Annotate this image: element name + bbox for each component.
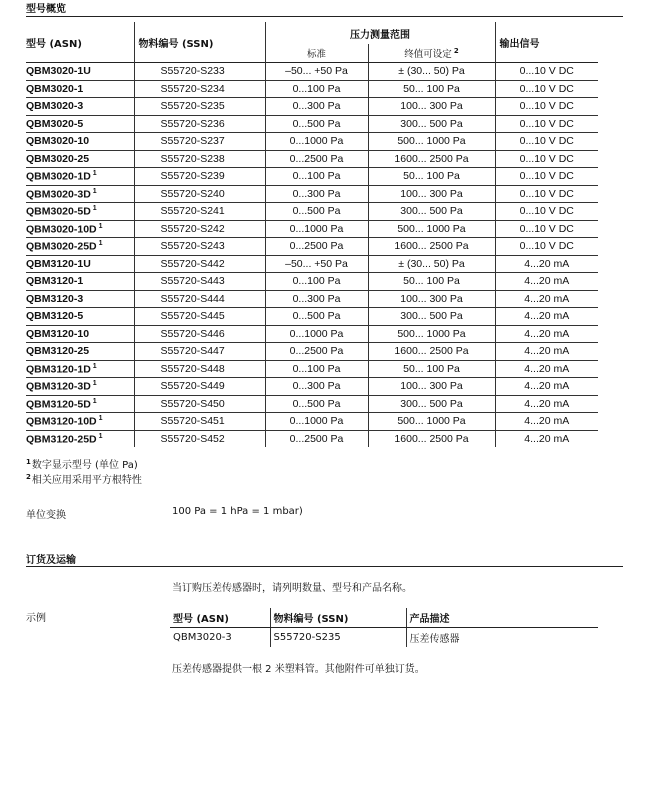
model-asn: QBM3120-5 [26, 308, 134, 326]
model-ssn: S55720-S238 [134, 150, 265, 168]
output-signal: 4...20 mA [495, 378, 598, 396]
model-asn: QBM3020-3 [26, 98, 134, 116]
output-signal: 4...20 mA [495, 395, 598, 413]
output-signal: 4...20 mA [495, 308, 598, 326]
output-signal: 4...20 mA [495, 273, 598, 291]
range-standard: 0...300 Pa [265, 98, 368, 116]
model-asn: QBM3020-1U [26, 63, 134, 81]
range-standard: 0...100 Pa [265, 80, 368, 98]
range-final: 100... 300 Pa [368, 98, 495, 116]
header-final: 终值可设定 $^2$ [368, 44, 495, 63]
footnote-ref: 1 [92, 380, 97, 387]
model-ssn: S55720-S240 [134, 185, 265, 203]
header-standard: 标准 [265, 44, 368, 63]
ordering-note: 压差传感器提供一根 2 米塑料管。其他附件可单独订货。 [172, 664, 425, 675]
header-range: 压力测量范围 [265, 22, 495, 44]
model-ssn: S55720-S444 [134, 290, 265, 308]
ordering-divider [26, 566, 623, 567]
example-header-desc: 产品描述 [406, 608, 598, 628]
table-row [26, 168, 598, 186]
model-asn: QBM3120-25 [26, 343, 134, 361]
model-asn: QBM3020-10D $^1$ [26, 220, 134, 238]
table-row [26, 413, 598, 431]
range-final: 500... 1000 Pa [368, 133, 495, 151]
range-final: 300... 500 Pa [368, 308, 495, 326]
model-asn: QBM3120-25D $^1$ [26, 430, 134, 447]
ordering-title: 订货及运输 [26, 555, 76, 566]
footnote-ref: 1 [92, 187, 97, 195]
footnote-ref: 1 [92, 205, 97, 212]
model-ssn: S55720-S243 [134, 238, 265, 256]
model-ssn: S55720-S235 [134, 98, 265, 116]
model-ssn: S55720-S446 [134, 325, 265, 343]
range-final: 500... 1000 Pa [368, 325, 495, 343]
table-row [26, 220, 598, 238]
output-signal: 0...10 V DC [495, 220, 598, 238]
model-asn: QBM3020-1D $^1$ [26, 168, 134, 186]
range-standard: 0...1000 Pa [265, 413, 368, 431]
table-row [26, 115, 598, 133]
range-standard: 0...2500 Pa [265, 238, 368, 256]
range-final: 100... 300 Pa [368, 185, 495, 203]
table-row [26, 255, 598, 273]
range-final: 50... 100 Pa [368, 80, 495, 98]
range-final: 300... 500 Pa [368, 115, 495, 133]
output-signal: 0...10 V DC [495, 203, 598, 221]
range-final: 500... 1000 Pa [368, 413, 495, 431]
output-signal: 0...10 V DC [495, 115, 598, 133]
header-asn: 型号 (ASN) [26, 38, 82, 50]
range-final: 300... 500 Pa [368, 395, 495, 413]
model-ssn: S55720-S242 [134, 220, 265, 238]
table-row [26, 308, 598, 326]
unit-conversion-value: 100 Pa = 1 hPa = 1 mbar) [172, 506, 303, 517]
model-asn: QBM3120-3D $^1$ [26, 378, 134, 396]
footnote-1: $^1$数字显示型号 (单位 Pa) [26, 457, 138, 471]
range-final: ± (30... 50) Pa [368, 63, 495, 81]
model-ssn: S55720-S237 [134, 133, 265, 151]
table-row [26, 290, 598, 308]
model-asn: QBM3120-10D $^1$ [26, 413, 134, 431]
table-row [26, 395, 598, 413]
model-ssn: S55720-S241 [134, 203, 265, 221]
header-ssn: 物料编号 (SSN) [134, 22, 265, 63]
footnote-ref: 1 [98, 415, 103, 422]
range-standard: 0...300 Pa [265, 185, 368, 203]
table-row [26, 150, 598, 168]
table-row [26, 63, 598, 81]
model-asn: QBM3120-10 [26, 325, 134, 343]
output-signal: 0...10 V DC [495, 150, 598, 168]
footnote-ref: 1 [98, 240, 103, 247]
output-signal: 0...10 V DC [495, 133, 598, 151]
range-final: 300... 500 Pa [368, 203, 495, 221]
model-asn: QBM3020-10 [26, 133, 134, 151]
range-standard: 0...500 Pa [265, 308, 368, 326]
model-asn: QBM3020-5 [26, 115, 134, 133]
output-signal: 4...20 mA [495, 290, 598, 308]
model-asn: QBM3120-3 [26, 290, 134, 308]
model-asn: QBM3120-1 [26, 273, 134, 291]
footnote-ref: 1 [92, 362, 97, 370]
table-row [26, 378, 598, 396]
model-ssn: S55720-S443 [134, 273, 265, 291]
example-table [170, 608, 598, 647]
range-standard: 0...500 Pa [265, 115, 368, 133]
model-ssn: S55720-S445 [134, 308, 265, 326]
table-row [26, 343, 598, 361]
output-signal: 4...20 mA [495, 255, 598, 273]
section-divider [26, 16, 623, 17]
range-standard: 0...2500 Pa [265, 430, 368, 447]
model-asn: QBM3020-3D $^1$ [26, 185, 134, 203]
output-signal: 0...10 V DC [495, 63, 598, 81]
output-signal: 4...20 mA [495, 325, 598, 343]
range-final: 500... 1000 Pa [368, 220, 495, 238]
range-final: 1600... 2500 Pa [368, 238, 495, 256]
range-standard: 0...300 Pa [265, 378, 368, 396]
model-ssn: S55720-S447 [134, 343, 265, 361]
model-ssn: S55720-S451 [134, 413, 265, 431]
range-final: 100... 300 Pa [368, 290, 495, 308]
range-final: 1600... 2500 Pa [368, 430, 495, 447]
footnote-ref: 1 [98, 222, 103, 230]
model-overview-table [26, 22, 598, 447]
range-standard: –50... +50 Pa [265, 63, 368, 81]
model-asn: QBM3020-25 [26, 150, 134, 168]
output-signal: 0...10 V DC [495, 185, 598, 203]
model-rows [26, 63, 598, 448]
table-row [26, 98, 598, 116]
model-asn: QBM3020-1 [26, 80, 134, 98]
table-row [26, 80, 598, 98]
model-ssn: S55720-S450 [134, 395, 265, 413]
example-header-ssn: 物料编号 (SSN) [270, 608, 406, 628]
footnote-ref: 1 [92, 170, 97, 177]
table-row [26, 273, 598, 291]
model-ssn: S55720-S236 [134, 115, 265, 133]
range-standard: 0...1000 Pa [265, 325, 368, 343]
model-asn: QBM3120-1D $^1$ [26, 360, 134, 378]
range-standard: 0...100 Pa [265, 168, 368, 186]
model-ssn: S55720-S452 [134, 430, 265, 447]
range-standard: 0...2500 Pa [265, 150, 368, 168]
range-standard: 0...2500 Pa [265, 343, 368, 361]
output-signal: 4...20 mA [495, 413, 598, 431]
model-asn: QBM3020-5D $^1$ [26, 203, 134, 221]
range-final: 100... 300 Pa [368, 378, 495, 396]
example-asn: QBM3020-3 [173, 632, 232, 643]
range-standard: 0...100 Pa [265, 273, 368, 291]
range-final: 1600... 2500 Pa [368, 150, 495, 168]
range-final: ± (30... 50) Pa [368, 255, 495, 273]
output-signal: 4...20 mA [495, 343, 598, 361]
model-ssn: S55720-S239 [134, 168, 265, 186]
model-asn: QBM3120-5D $^1$ [26, 395, 134, 413]
range-final: 50... 100 Pa [368, 360, 495, 378]
output-signal: 4...20 mA [495, 360, 598, 378]
unit-conversion-label: 单位变换 [26, 510, 66, 521]
output-signal: 4...20 mA [495, 430, 598, 447]
example-header-asn: 型号 (ASN) [170, 608, 270, 628]
footnote-ref: 1 [92, 397, 97, 405]
range-final: 50... 100 Pa [368, 273, 495, 291]
range-standard: –50... +50 Pa [265, 255, 368, 273]
model-ssn: S55720-S233 [134, 63, 265, 81]
model-ssn: S55720-S442 [134, 255, 265, 273]
range-standard: 0...1000 Pa [265, 133, 368, 151]
example-ssn: S55720-S235 [270, 628, 406, 648]
output-signal: 0...10 V DC [495, 80, 598, 98]
section-title: 型号概览 [26, 4, 66, 15]
range-final: 1600... 2500 Pa [368, 343, 495, 361]
model-ssn: S55720-S234 [134, 80, 265, 98]
range-final: 50... 100 Pa [368, 168, 495, 186]
footnote-ref: 1 [98, 432, 103, 440]
example-label: 示例 [26, 613, 46, 624]
model-ssn: S55720-S449 [134, 378, 265, 396]
table-row [26, 360, 598, 378]
ordering-instruction: 当订购压差传感器时，请列明数量、型号和产品名称。 [172, 583, 412, 594]
model-asn: QBM3120-1U [26, 255, 134, 273]
example-desc: 压差传感器 [406, 628, 598, 648]
output-signal: 0...10 V DC [495, 98, 598, 116]
table-row [26, 430, 598, 447]
header-output: 输出信号 [495, 22, 598, 63]
range-standard: 0...1000 Pa [265, 220, 368, 238]
table-row [26, 133, 598, 151]
table-row [26, 238, 598, 256]
range-standard: 0...300 Pa [265, 290, 368, 308]
output-signal: 0...10 V DC [495, 168, 598, 186]
table-row [26, 203, 598, 221]
footnote-2: $^2$相关应用采用平方根特性 [26, 472, 142, 486]
range-standard: 0...100 Pa [265, 360, 368, 378]
range-standard: 0...500 Pa [265, 203, 368, 221]
model-asn: QBM3020-25D $^1$ [26, 238, 134, 256]
table-row [26, 325, 598, 343]
model-ssn: S55720-S448 [134, 360, 265, 378]
table-row [26, 185, 598, 203]
output-signal: 0...10 V DC [495, 238, 598, 256]
range-standard: 0...500 Pa [265, 395, 368, 413]
